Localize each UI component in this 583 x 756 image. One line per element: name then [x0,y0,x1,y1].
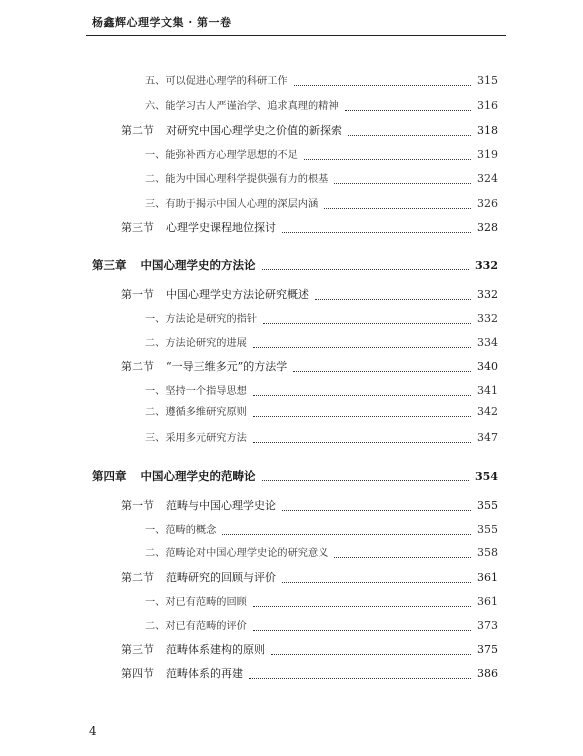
toc-page-number: 319 [477,148,498,161]
toc-entry-text: 二、对已有范畴的评价 [145,621,247,632]
dot-leader [324,198,471,209]
toc-entry-text: 一、对已有范畴的回顾 [145,597,247,608]
toc-entry-number: 第一节 [121,499,154,512]
dot-leader [263,313,471,324]
toc-entry-title [121,359,287,375]
dot-leader [249,668,471,679]
toc-page-number: 341 [477,384,498,397]
toc-subsection-entry [145,147,498,163]
toc-entry-title [92,468,256,484]
toc-entry-title [121,666,243,682]
toc-entry-title [145,405,247,421]
toc-entry-text: 一、方法论是研究的指针 [145,314,258,325]
toc-page-number: 354 [475,470,498,483]
toc-page-number: 386 [477,667,498,680]
toc-entry-text: 一、能弥补西方心理学思想的不足 [145,150,298,161]
toc-subsection-entry [145,430,498,446]
dot-leader [304,149,471,160]
toc-entry-text: “一导三维多元”的方法学 [166,360,288,373]
toc-section-entry [121,220,498,236]
toc-subsection-entry [145,594,498,610]
toc-section-entry [121,570,498,586]
dot-leader [253,385,471,396]
dot-leader [294,75,471,86]
dot-leader [253,406,471,417]
toc-entry-text: 二、遵循多维研究原则 [145,407,247,418]
toc-page-number: 315 [477,74,498,87]
toc-entry-number: 第二节 [121,571,154,584]
dot-leader [293,361,471,372]
dot-leader [315,289,471,300]
toc-chapter-entry [92,468,498,484]
toc-entry-text: 中国心理学史的方法论 [140,258,256,272]
dot-leader [334,547,471,558]
toc-entry-number: 第四章 [92,469,127,483]
toc-entry-title [145,336,247,352]
toc-subsection-entry [145,196,498,212]
toc-entry-title [145,431,247,447]
dot-leader [282,222,471,233]
toc-page-number: 316 [477,99,498,112]
toc-subsection-entry [145,522,498,538]
toc-page-number: 332 [475,259,498,272]
dot-leader [253,620,471,631]
toc-entry-title [121,642,265,658]
toc-entry-number: 第一节 [121,288,154,301]
toc-entry-title [121,570,276,586]
toc-entry-text: 范畴体系建构的原则 [166,643,265,656]
toc-subsection-entry [145,404,498,420]
toc-entry-title [145,312,257,328]
toc-section-entry [121,498,498,514]
dot-leader [262,259,470,270]
toc-entry-text: 对研究中国心理学史之价值的新探索 [166,124,342,137]
toc-entry-text: 范畴与中国心理学史论 [166,499,276,512]
toc-entry-text: 中国心理学史的范畴论 [140,469,256,483]
toc-page-number: 361 [477,595,498,608]
toc-entry-number: 第二节 [121,124,154,137]
dot-leader [253,432,471,443]
toc-entry-number: 第三节 [121,643,154,656]
toc-subsection-entry [145,73,498,89]
toc-section-entry [121,123,498,139]
toc-section-entry [121,287,498,303]
dot-leader [262,470,470,481]
toc-page-number: 324 [477,172,498,185]
toc-entry-number: 第三章 [92,258,127,272]
toc-page-number: 332 [477,312,498,325]
toc-page-number: 332 [477,288,498,301]
toc-entry-title [121,287,309,303]
toc-subsection-entry [145,618,498,634]
toc-page-number: 347 [477,431,498,444]
toc-page-number: 355 [477,523,498,536]
dot-leader [334,173,471,184]
toc-page-number: 326 [477,197,498,210]
toc-page-number: 375 [477,643,498,656]
toc-entry-text: 三、有助于揭示中国人心理的深层内涵 [145,199,319,210]
toc-entry-title [145,74,288,90]
toc-entry-title [145,595,247,611]
toc-entry-title [145,619,247,635]
running-header: 杨鑫辉心理学文集 · 第一卷 [92,16,232,29]
dot-leader [282,572,471,583]
toc-entry-number: 第三节 [121,221,154,234]
toc-subsection-entry [145,98,498,114]
toc-page-number: 342 [477,405,498,418]
toc-page-number: 373 [477,619,498,632]
dot-leader [222,524,471,535]
toc-entry-title [145,384,247,400]
toc-entry-title [121,498,276,514]
toc-entry-title [145,148,298,164]
toc-section-entry [121,666,498,682]
toc-entry-text: 二、范畴论对中国心理学史论的研究意义 [145,548,329,559]
toc-entry-number: 第四节 [121,667,154,680]
toc-entry-title [145,99,339,115]
toc-page-number: 328 [477,221,498,234]
toc-entry-text: 一、范畴的概念 [145,525,217,536]
toc-entry-title [145,546,328,562]
toc-entry-title [145,523,216,539]
dot-leader [345,100,471,111]
dot-leader [348,125,471,136]
toc-page-number: 340 [477,360,498,373]
toc-subsection-entry [145,383,498,399]
toc-page-number: 334 [477,336,498,349]
page-number: 4 [89,724,97,738]
toc-subsection-entry [145,171,498,187]
toc-subsection-entry [145,311,498,327]
toc-entry-text: 三、采用多元研究方法 [145,433,247,444]
dot-leader [282,500,471,511]
toc-entry-text: 二、方法论研究的进展 [145,338,247,349]
toc-entry-title [92,257,256,273]
toc-page-number: 361 [477,571,498,584]
toc-subsection-entry [145,335,498,351]
toc-entry-title [145,197,318,213]
toc-entry-text: 心理学史课程地位探讨 [166,221,276,234]
toc-entry-title [121,123,342,139]
toc-section-entry [121,359,498,375]
toc-entry-text: 五、可以促进心理学的科研工作 [145,76,288,87]
toc-entry-text: 范畴体系的再建 [166,667,243,680]
dot-leader [271,644,471,655]
toc-subsection-entry [145,545,498,561]
toc-entry-text: 二、能为中国心理科学提供强有力的根基 [145,174,329,185]
toc-page-number: 358 [477,546,498,559]
toc-entry-text: 六、能学习古人严谨治学、追求真理的精神 [145,101,339,112]
dot-leader [253,337,471,348]
toc-entry-title [121,220,276,236]
toc-page-number: 318 [477,124,498,137]
dot-leader [253,596,471,607]
toc-chapter-entry [92,257,498,273]
toc-entry-text: 一、坚持一个指导思想 [145,386,247,397]
toc-section-entry [121,642,498,658]
toc-page-number: 355 [477,499,498,512]
toc-entry-title [145,172,328,188]
header-rule [86,35,506,36]
toc-entry-number: 第二节 [121,360,154,373]
toc-entry-text: 中国心理学史方法论研究概述 [166,288,309,301]
toc-entry-text: 范畴研究的回顾与评价 [166,571,276,584]
